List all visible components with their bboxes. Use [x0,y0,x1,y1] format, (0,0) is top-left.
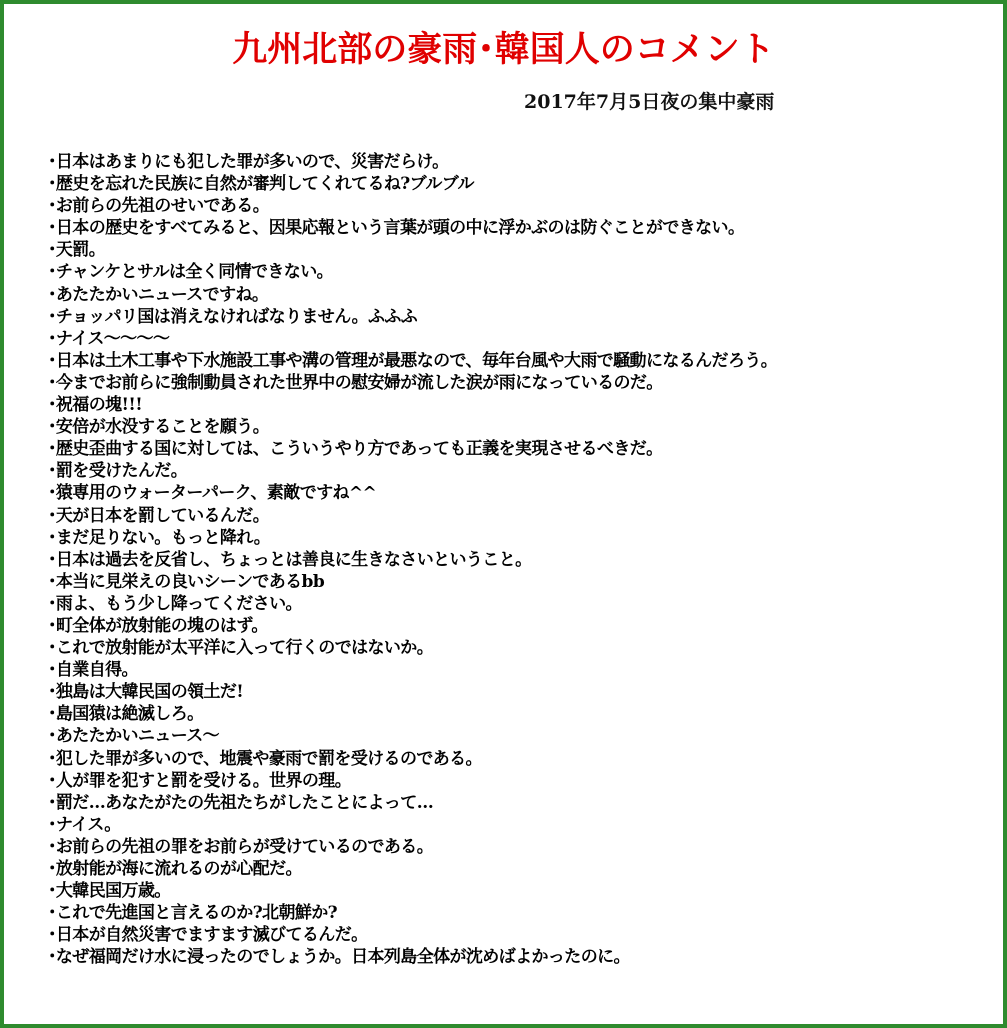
comment-item: ･まだ足りない。もっと降れ。 [48,527,271,548]
comment-item: ･チョッパリ国は消えなければなりません。ふふふ [48,306,418,327]
comment-item: ･安倍が水没することを願う。 [48,417,270,438]
comment-item: ･罰を受けたんだ。 [48,461,188,482]
comment-item: ･あたたかいニュース～ [48,726,220,747]
document-subtitle: 2017年7月5日夜の集中豪雨 [524,91,775,113]
comment-item: ･犯した罪が多いので、地震や豪雨で罰を受けるのである。 [48,748,482,769]
comment-item: ･大韓民国万歳。 [48,881,171,902]
comment-list [48,151,777,968]
comment-item: ･町全体が放射能の塊のはず。 [48,615,268,636]
comment-item: ･放射能が海に流れるのが心配だ。 [48,859,302,879]
comment-item: ･祝福の塊!!! [48,395,143,416]
comment-item: ･あたたかいニュースですね。 [48,284,269,305]
comment-item: ･ナイス。 [48,814,121,835]
comment-item: ･猿専用のウォーターパーク、素敵ですね^^ [48,483,377,504]
comment-item: ･罰だ…あなたがたの先祖たちがしたことによって… [48,792,434,813]
comment-item: ･日本は過去を反省し、ちょっとは善良に生きなさいということ。 [48,549,532,570]
comment-item: ･本当に見栄えの良いシーンであるbb [48,571,325,592]
comment-item: ･自業自得。 [48,660,138,681]
comment-item: ･天罰。 [48,240,106,261]
comment-item: ･なぜ福岡だけ水に浸ったのでしょうか。日本列島全体が沈めばよかったのに。 [48,947,630,968]
comment-item: ･日本はあまりにも犯した罪が多いので、災害だらけ。 [48,152,449,172]
comment-item: ･天が日本を罰しているんだ。 [48,505,270,526]
comment-item: ･日本が自然災害でますます滅びてるんだ。 [48,925,368,946]
document-title: 九州北部の豪雨･韓国人のコメント [232,29,775,70]
comment-item: ･ナイス～～～～ [48,328,170,349]
comment-item: ･日本は土木工事や下水施設工事や溝の管理が最悪なので、毎年台風や大雨で騒動になるんだろう。 [48,350,778,371]
comment-item: ･これで先進国と言えるのか?北朝鮮か? [48,903,338,924]
comment-item: ･歴史を忘れた民族に自然が審判してくれてるね?ブルブル [48,174,474,195]
comment-item: ･お前らの先祖のせいである。 [48,196,270,217]
comment-item: ･独島は大韓民国の領土だ! [48,682,244,703]
comment-item: ･歴史歪曲する国に対しては、こういうやり方であっても正義を実現させるべきだ。 [48,439,663,460]
comment-item: ･これで放射能が太平洋に入って行くのではないか。 [48,638,434,659]
comment-item: ･チャンケとサルは全く同情できない。 [48,262,333,283]
comment-item: ･お前らの先祖の罪をお前らが受けているのである。 [48,836,434,857]
comment-item: ･今までお前らに強制動員された世界中の慰安婦が流した涙が雨になっているのだ。 [48,372,663,393]
comment-item: ･雨よ、もう少し降ってください。 [48,593,302,614]
comment-item: ･日本の歴史をすべてみると、因果応報という言葉が頭の中に浮かぶのは防ぐことができない。 [48,218,745,239]
comment-item: ･人が罪を犯すと罰を受ける。世界の理。 [48,770,352,791]
comment-item: ･島国猿は絶滅しろ。 [48,704,204,725]
